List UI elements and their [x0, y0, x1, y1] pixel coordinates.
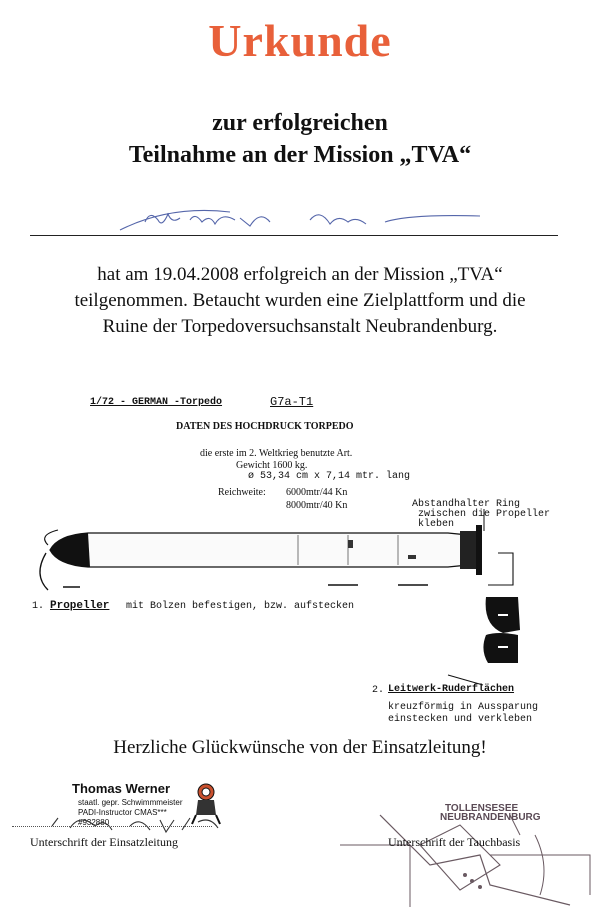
- step2-line-1: kreuzförmig in Aussparung: [388, 702, 539, 713]
- participant-name-line: [30, 235, 558, 236]
- ring-note-1: Abstandhalter Ring: [412, 499, 521, 510]
- participant-signature: [110, 200, 490, 240]
- body-text: [0, 262, 600, 340]
- subtitle-line-1: zur erfolgreichen: [212, 110, 388, 136]
- diagram-line-1: die erste im 2. Weltkrieg benutzte Art.: [200, 448, 353, 459]
- diagram-line-3: ø 53,34 cm x 7,14 mtr. lang: [248, 471, 411, 482]
- step1-title: Propeller: [50, 600, 110, 612]
- step1-text: mit Bolzen befestigen, bzw. aufstecken: [126, 601, 355, 612]
- diagram-line-2: Gewicht 1600 kg.: [236, 460, 308, 471]
- torpedo-drawing: [28, 385, 576, 730]
- step2-line-2: einstecken und verkleben: [388, 714, 533, 725]
- trainer-name: Thomas Werner: [72, 781, 171, 796]
- subtitle-line-2: Teilnahme an der Mission „TVA“: [128, 142, 472, 168]
- diagram-range-label: Reichweite:: [218, 487, 266, 498]
- step1-number: 1.: [32, 601, 45, 612]
- body-line-3: Ruine der Torpedoversuchsanstalt Neubrandenburg.: [102, 316, 498, 337]
- ring-note-2: zwischen die Propeller: [418, 509, 551, 520]
- congratulations-text: Herzliche Glückwünsche von der Einsatzleitung!: [113, 737, 487, 758]
- ring-note-3: kleben: [418, 519, 455, 530]
- torpedo-diagram: [28, 385, 576, 730]
- step2-title: Leitwerk-Ruderflächen: [388, 684, 515, 695]
- diagram-range-2: 8000mtr/40 Kn: [286, 500, 348, 511]
- diagram-range-1: 6000mtr/44 Kn: [286, 487, 348, 498]
- body-line-2: teilgenommen. Betaucht wurden eine Zielplattform und die: [74, 290, 526, 311]
- diagram-heading: DATEN DES HOCHDRUCK TORPEDO: [176, 421, 354, 432]
- signature-left: [50, 808, 230, 838]
- trainer-line-2: PADI-Instructor CMAS***: [78, 808, 167, 817]
- step2-number: 2.: [372, 685, 385, 696]
- stamp-text-2: NEUBRANDENBURG: [440, 812, 541, 823]
- signature-line-left: [12, 826, 212, 827]
- certificate-title: Urkunde: [208, 15, 392, 66]
- signature-caption-right: Unterschrift der Tauchbasis: [388, 835, 521, 849]
- trainer-line-1: staatl. gepr. Schwimmmeister: [78, 798, 183, 807]
- trainer-line-3: #932880: [78, 818, 110, 827]
- stamp-text-1: TOLLENSESEE: [445, 803, 519, 814]
- diagram-header: 1/72 - GERMAN -Torpedo: [90, 397, 223, 408]
- diagram-model: G7a-T1: [270, 395, 314, 409]
- body-line-1: hat am 19.04.2008 erfolgreich an der Mission „TVA“: [97, 264, 503, 285]
- signature-caption-left: Unterschrift der Einsatzleitung: [30, 835, 178, 849]
